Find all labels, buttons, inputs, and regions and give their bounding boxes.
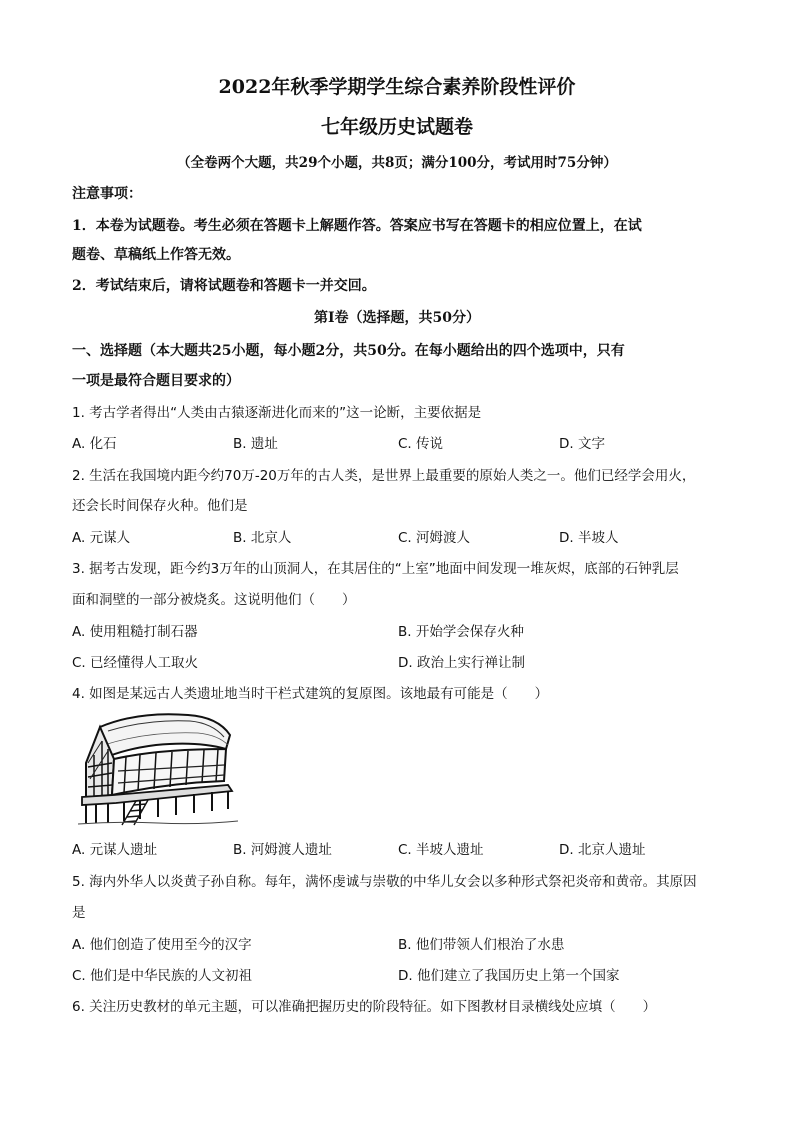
question-1-option-b[interactable]: B. 遗址	[233, 436, 278, 452]
question-4-option-b[interactable]: B. 河姆渡人遗址	[233, 842, 332, 858]
question-4-text: 4. 如图是某远古人类遗址地当时干栏式建筑的复原图。该地最有可能是（ ）	[72, 686, 549, 702]
question-2-text-line-2: 还会长时间保存火种。他们是	[72, 498, 248, 514]
question-3-option-d[interactable]: D. 政治上实行禅让制	[398, 655, 525, 671]
question-5-option-b[interactable]: B. 他们带领人们根治了水患	[398, 937, 565, 953]
exam-info: （全卷两个大题，共29个小题，共8页；满分100分，考试用时75分钟）	[177, 155, 617, 171]
question-2-option-a[interactable]: A. 元谋人	[72, 530, 131, 546]
question-5-option-d[interactable]: D. 他们建立了我国历史上第一个国家	[398, 968, 620, 984]
notice-item-1-line-1: 1．本卷为试题卷。考生必须在答题卡上解题作答。答案应书写在答题卡的相应位置上，在试	[72, 218, 642, 234]
question-3-option-a[interactable]: A. 使用粗糙打制石器	[72, 624, 198, 640]
question-4-option-a[interactable]: A. 元谋人遗址	[72, 842, 158, 858]
question-5-text-line-1: 5. 海内外华人以炎黄子孙自称。每年，满怀虔诚与崇敬的中华儿女会以多种形式祭祀炎帝和黄帝。其原因	[72, 874, 697, 890]
stilt-house-illustration	[78, 705, 238, 827]
question-1-option-d[interactable]: D. 文字	[559, 436, 605, 452]
notice-heading: 注意事项：	[72, 186, 142, 202]
question-5-option-a[interactable]: A. 他们创造了使用至今的汉字	[72, 937, 252, 953]
question-3-option-b[interactable]: B. 开始学会保存火种	[398, 624, 524, 640]
notice-item-1-line-2: 题卷、草稿纸上作答无效。	[72, 247, 240, 263]
question-3-text-line-1: 3. 据考古发现，距今约3万年的山顶洞人，在其居住的“上室”地面中间发现一堆灰烬，底部的石钟乳层	[72, 561, 679, 577]
part-1-instructions-line-1: 一、选择题（本大题共25小题，每小题2分，共50分。在每小题给出的四个选项中，只有	[72, 343, 625, 359]
question-1-option-a[interactable]: A. 化石	[72, 436, 117, 452]
question-4-option-d[interactable]: D. 北京人遗址	[559, 842, 646, 858]
question-2-option-c[interactable]: C. 河姆渡人	[398, 530, 471, 546]
stilt-house-drawing	[78, 705, 238, 827]
question-1-text: 1. 考古学者得出“人类由古猿逐渐进化而来的”这一论断，主要依据是	[72, 405, 482, 421]
question-6-text: 6. 关注历史教材的单元主题，可以准确把握历史的阶段特征。如下图教材目录横线处应填（ ）	[72, 999, 657, 1015]
question-3-text-line-2: 面和洞壁的一部分被烧炙。这说明他们（ ）	[72, 592, 356, 608]
question-3-option-c[interactable]: C. 已经懂得人工取火	[72, 655, 199, 671]
notice-item-2: 2．考试结束后，请将试题卷和答题卡一并交回。	[72, 278, 376, 294]
question-2-option-d[interactable]: D. 半坡人	[559, 530, 619, 546]
question-2-text-line-1: 2. 生活在我国境内距今约70万-20万年的古人类，是世界上最重要的原始人类之一。他们已经学会用火，	[72, 468, 696, 484]
question-1-option-c[interactable]: C. 传说	[398, 436, 444, 452]
exam-subtitle: 七年级历史试题卷	[320, 116, 473, 138]
question-5-text-line-2: 是	[72, 905, 86, 921]
exam-title: 2022年秋季学期学生综合素养阶段性评价	[218, 76, 576, 98]
section-title: 第Ⅰ卷（选择题，共50分）	[313, 310, 481, 326]
part-1-instructions-line-2: 一项是最符合题目要求的）	[72, 373, 240, 389]
question-4-option-c[interactable]: C. 半坡人遗址	[398, 842, 484, 858]
question-5-option-c[interactable]: C. 他们是中华民族的人文初祖	[72, 968, 253, 984]
question-2-option-b[interactable]: B. 北京人	[233, 530, 292, 546]
